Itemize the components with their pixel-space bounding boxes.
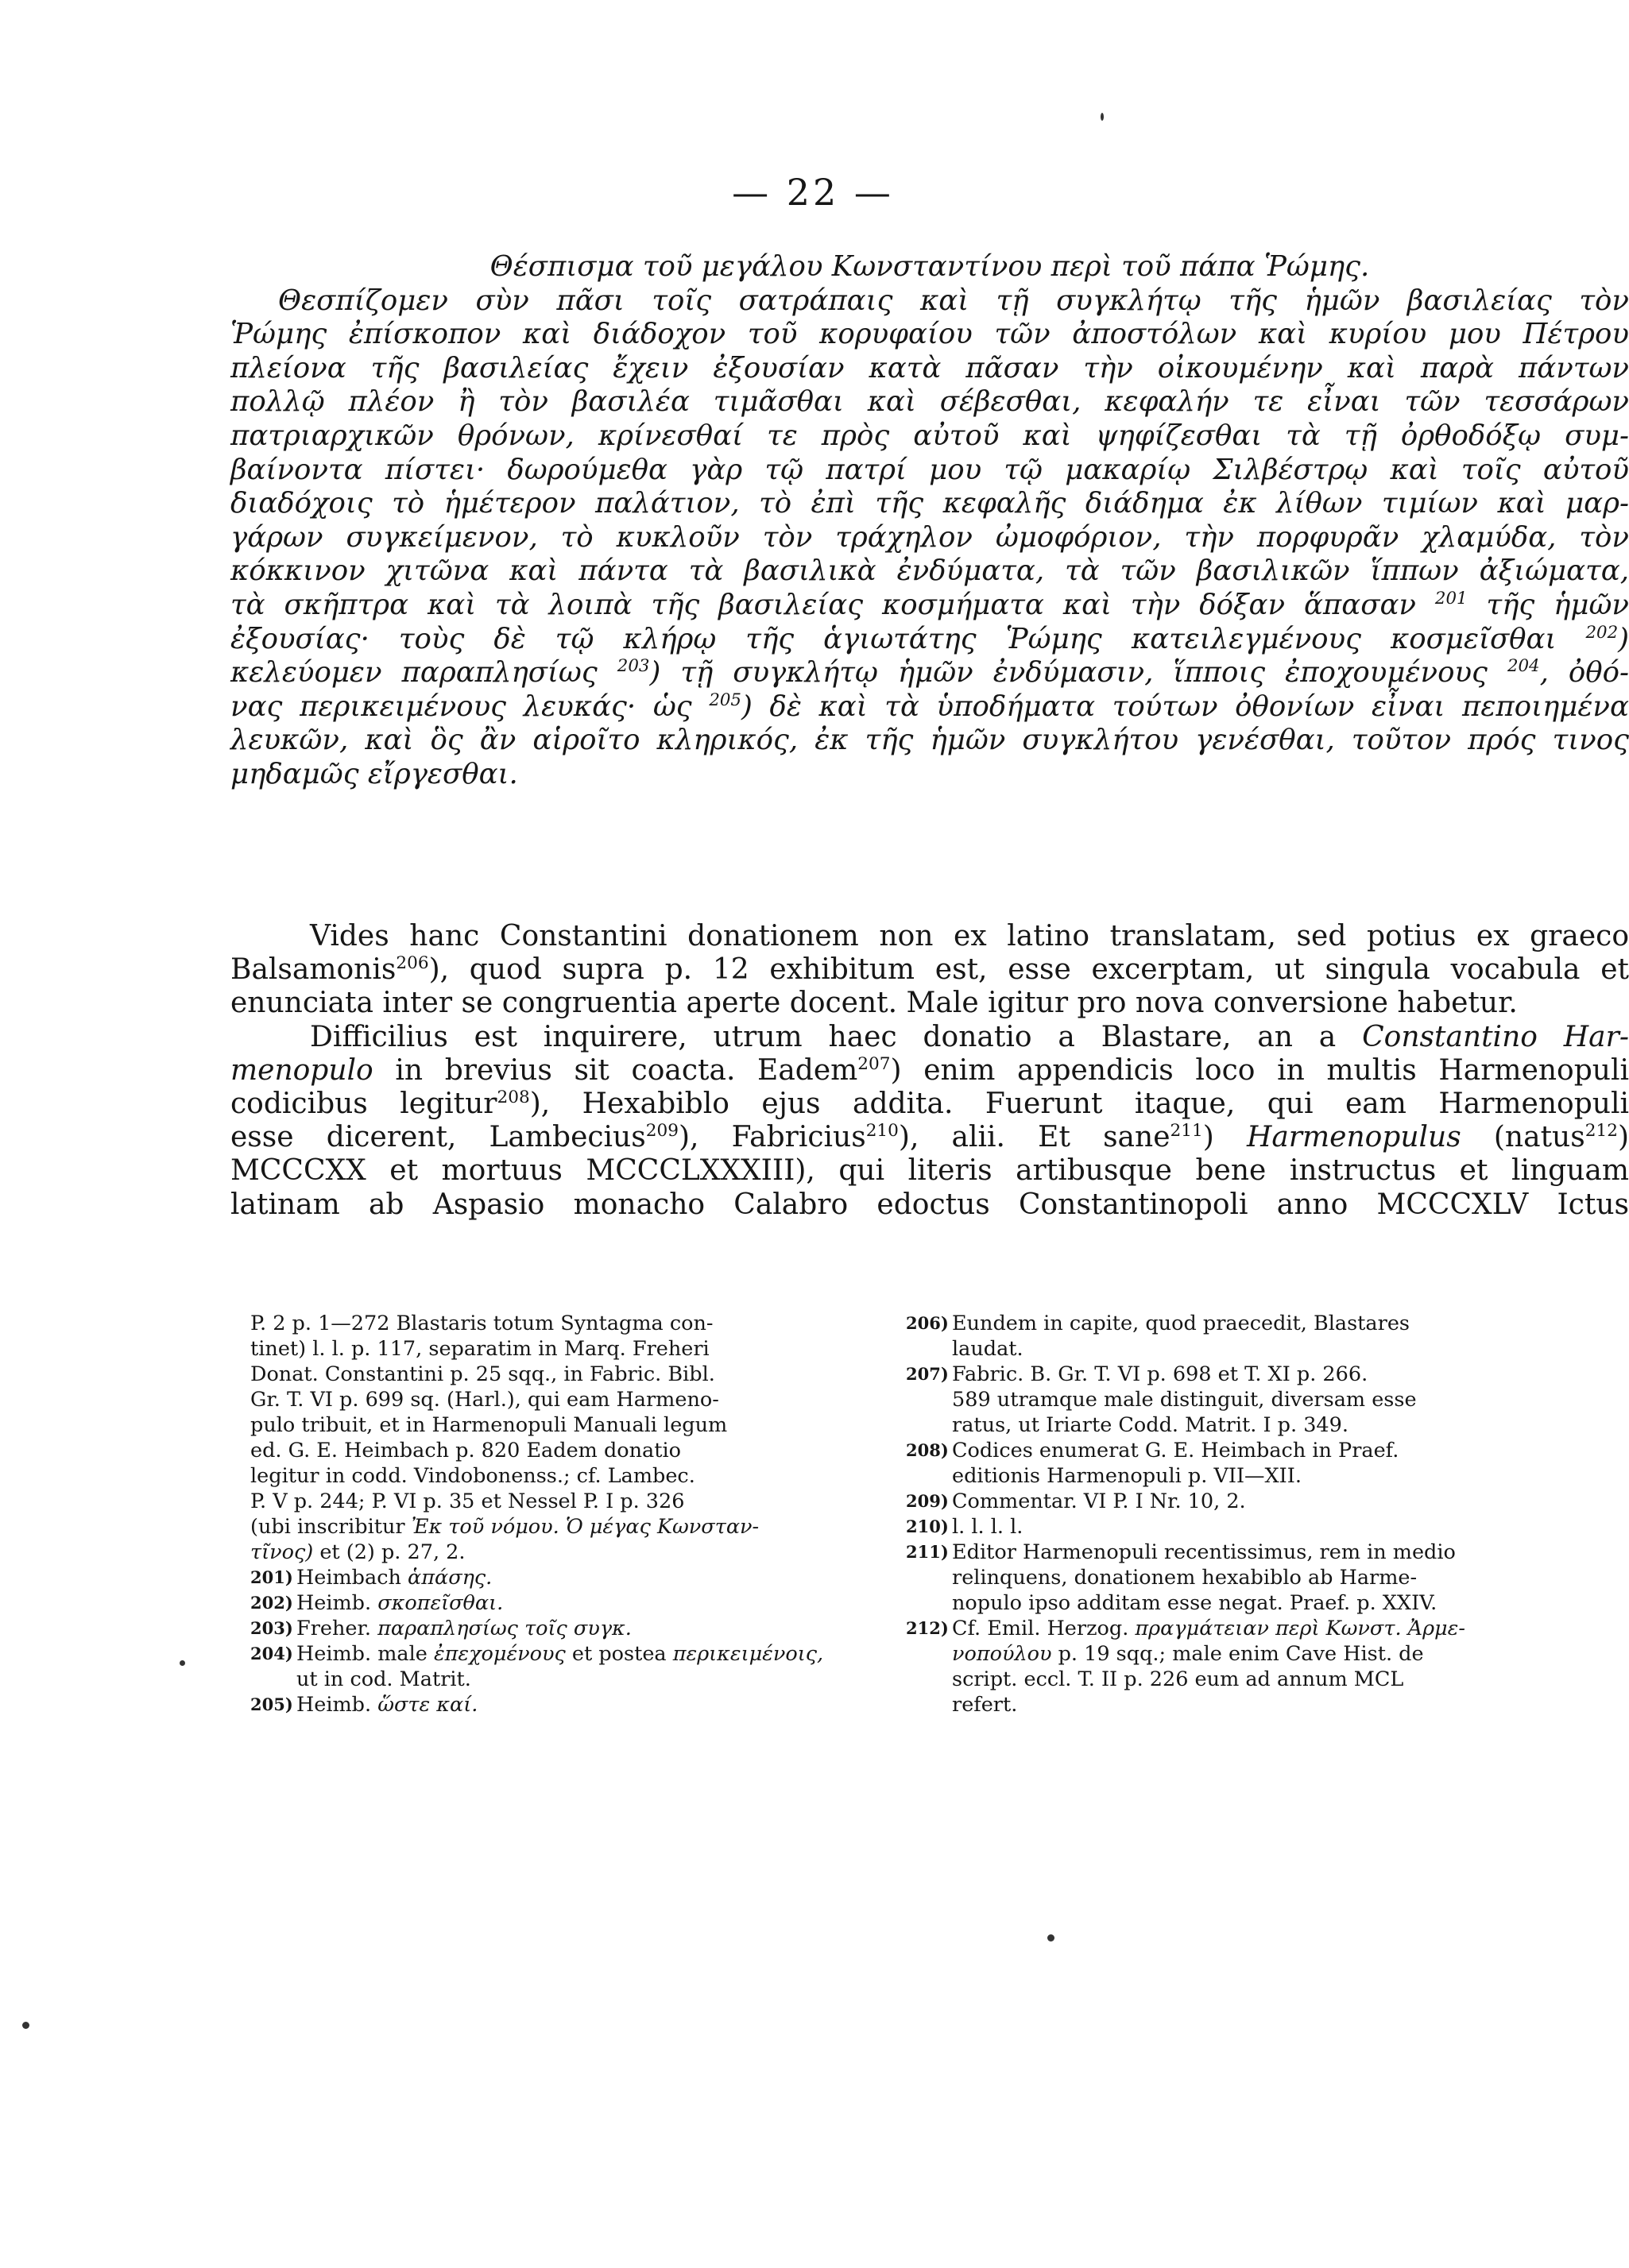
footnote-line bbox=[250, 1540, 934, 1565]
latin-text: ), Hexabiblo ejus addita. Fuerunt itaque, qui eam Harmenopuli bbox=[529, 1088, 1629, 1121]
footnote-line: Codices enumerat G. E. Heimbach in Praef. bbox=[952, 1439, 1399, 1462]
greek-line: Θεσπίζομεν σὺν πᾶσι τοῖς σατράπαις καὶ τῇ συγκλήτῳ τῆς ἡμῶν βασιλείας τὸν bbox=[278, 284, 1629, 317]
footnote-208 bbox=[906, 1438, 1589, 1489]
greek-line: κόκκινον χιτῶνα καὶ πάντα τὰ βασιλικὰ ἐνδύματα, τὰ τῶν βασιλικῶν ἵππων ἀξιώματα, bbox=[230, 554, 1629, 588]
footnote-text: (ubi inscribitur bbox=[250, 1515, 405, 1539]
footnote-ref[interactable]: 210 bbox=[865, 1121, 899, 1142]
greek-line-text: , ὀθό- bbox=[1539, 656, 1629, 690]
latin-line: Vides hanc Constantini donationem non ex latino translatam, sed potius ex graeco bbox=[310, 920, 1629, 952]
footnote-text: p. 19 sqq.; male enim Cave Hist. de bbox=[1058, 1642, 1424, 1666]
greek-line: λευκῶν, καὶ ὃς ἂν αἱροῖτο κληρικός, ἐκ τῆς ἡμῶν συγκλήτου γενέσθαι, τοῦτον πρός τινος bbox=[230, 724, 1629, 757]
footnote-207 bbox=[906, 1362, 1589, 1438]
latin-line bbox=[230, 1054, 1629, 1088]
paper-speck bbox=[180, 1660, 185, 1666]
footnote-line: relinquens, donationem hexabiblo ab Harme- bbox=[952, 1566, 1418, 1590]
latin-text: ), Fabricius bbox=[678, 1121, 866, 1154]
footnote-text: Heimb. male bbox=[296, 1642, 428, 1666]
latin-line: MCCCXX et mortuus MCCCLXXXIII), qui literis artibusque bene instructus et linguam bbox=[230, 1154, 1629, 1188]
greek-title: Θέσπισμα τοῦ μεγάλου Κωνσταντίνου περὶ τοῦ πάπα Ῥώμης. bbox=[489, 250, 1370, 283]
footnote-greek: ὥστε καί. bbox=[377, 1693, 478, 1717]
footnote-ref[interactable]: 207 bbox=[857, 1053, 891, 1074]
greek-line: διαδόχοις τὸ ἡμέτερον παλάτιον, τὸ ἐπὶ τῆς κεφαλῆς διάδημα ἐκ λίθων τιμίων καὶ μαρ- bbox=[230, 487, 1629, 520]
latin-italic-name: menopulo bbox=[230, 1053, 373, 1087]
footnote-202 bbox=[250, 1590, 934, 1616]
latin-text: in brevius sit coacta. Eadem bbox=[395, 1053, 858, 1087]
footnote-text: Freher. bbox=[296, 1617, 371, 1640]
latin-line bbox=[230, 953, 1629, 987]
greek-line bbox=[230, 589, 1629, 623]
footnote-number: 205) bbox=[250, 1694, 293, 1714]
latin-line bbox=[230, 1021, 1629, 1054]
footnote-greek: παραπλησίως τοῖς συγκ. bbox=[377, 1617, 632, 1640]
footnote-ref[interactable]: 212 bbox=[1585, 1121, 1618, 1142]
footnote-ref[interactable]: 211 bbox=[1170, 1121, 1203, 1142]
footnote-line: script. eccl. T. II p. 226 eum ad annum MCL bbox=[952, 1667, 1404, 1691]
latin-commentary bbox=[230, 920, 1629, 1222]
footnote-continuation bbox=[250, 1311, 934, 1565]
footnote-204 bbox=[250, 1641, 934, 1692]
greek-line-text: τῆς ἡμῶν bbox=[1486, 588, 1629, 621]
footnote-line: P. V p. 244; P. VI p. 35 et Nessel P. I p. 326 bbox=[250, 1489, 685, 1513]
footnote-number: 201) bbox=[250, 1567, 293, 1587]
paper-speck bbox=[1047, 1934, 1054, 1942]
latin-line: latinam ab Aspasio monacho Calabro edoctus Constantinopoli anno MCCCXLV Ictus bbox=[230, 1188, 1629, 1221]
footnote-line: ed. G. E. Heimbach p. 820 Eadem donatio bbox=[250, 1439, 682, 1462]
greek-line: κελεύομεν παραπλησίως $^{203}$) τῇ συγκλήτῳ ἡμῶν ἐνδύμασιν, ἵπποις ἐποχουμένους $^{204}$, ὀθό- bbox=[230, 656, 1629, 690]
latin-text: ), quod supra p. 12 exhibitum est, esse excerptam, ut singula vocabula et bbox=[428, 953, 1629, 987]
footnote-206 bbox=[906, 1311, 1589, 1362]
footnote-line: Fabric. B. Gr. T. VI p. 698 et T. XI p. 266. bbox=[952, 1362, 1368, 1386]
greek-line: ἐξουσίας· τοὺς δὲ τῷ κλήρῳ τῆς ἁγιωτάτης Ῥώμης κατειλεγμένους κοσμεῖσθαι $^{202}$) bbox=[230, 622, 1629, 655]
footnote-ref[interactable]: 205 bbox=[709, 690, 741, 710]
footnote-line: Commentar. VI P. I Nr. 10, 2. bbox=[952, 1489, 1246, 1513]
latin-text: (natus bbox=[1493, 1121, 1585, 1154]
footnote-203 bbox=[250, 1616, 934, 1641]
footnote-ref[interactable]: 206 bbox=[396, 953, 429, 974]
footnote-number: 203) bbox=[250, 1618, 293, 1638]
footnote-line: P. 2 p. 1—272 Blastaris totum Syntagma con- bbox=[250, 1312, 714, 1335]
footnote-210 bbox=[906, 1514, 1589, 1540]
greek-line: νας περικειμένους λευκάς· ὡς $^{205}$) δὲ καὶ τὰ ὑποδήματα τούτων ὀθονίων εἶναι πεποιημένα bbox=[230, 690, 1629, 723]
footnote-line: Gr. T. VI p. 699 sq. (Harl.), qui eam Harmeno- bbox=[250, 1388, 719, 1412]
greek-line-text: κελεύομεν παραπλησίως bbox=[230, 656, 598, 690]
latin-text: Balsamonis bbox=[230, 953, 397, 987]
footnotes-right-column bbox=[906, 1311, 1589, 1717]
footnote-line: nopulo ipso additam esse negat. Praef. p. XXIV. bbox=[952, 1591, 1437, 1615]
footnote-205 bbox=[250, 1692, 934, 1717]
footnote-greek: νοπούλου bbox=[952, 1642, 1052, 1666]
footnote-ref[interactable]: 201 bbox=[1434, 589, 1468, 609]
footnote-greek: ἁπάσης. bbox=[408, 1566, 493, 1590]
footnote-line: Editor Harmenopuli recentissimus, rem in medio bbox=[952, 1540, 1456, 1564]
greek-line-text: ἐξουσίας· τοὺς δὲ τῷ κλήρῳ τῆς ἁγιωτάτης Ῥώμης κατειλεγμένους κοσμεῖσθαι bbox=[230, 622, 1557, 655]
footnote-ref[interactable]: 208 bbox=[497, 1088, 530, 1108]
footnote-number: 209) bbox=[906, 1491, 949, 1511]
greek-line: γάρων συγκείμενον, τὸ κυκλοῦν τὸν τράχηλον ὠμοφόριον, τὴν πορφυρᾶν χλαμύδα, τὸν bbox=[230, 520, 1629, 554]
footnote-line: Eundem in capite, quod praecedit, Blastares bbox=[952, 1312, 1410, 1335]
footnote-text: Heimb. bbox=[296, 1591, 372, 1615]
greek-line-text: δὲ καὶ τὰ ὑποδήματα τούτων ὀθονίων εἶναι πεποιημένα bbox=[769, 690, 1629, 723]
footnote-line: editionis Harmenopuli p. VII—XII. bbox=[952, 1464, 1302, 1488]
footnote-line: refert. bbox=[952, 1693, 1018, 1717]
latin-line: esse dicerent, Lambecius$^{209}$), Fabricius$^{210}$), alii. Et sane$^{211}$) Harmenopulus (natus$^{212}$) bbox=[230, 1121, 1629, 1154]
greek-line: Ῥώμης ἐπίσκοπον καὶ διάδοχον τοῦ κορυφαίου τῶν ἀποστόλων καὶ κυρίου μου Πέτρου bbox=[230, 318, 1629, 351]
latin-text: Difficilius est inquirere, utrum haec donatio a Blastare, an a bbox=[310, 1020, 1337, 1053]
footnote-212 bbox=[906, 1616, 1589, 1717]
paper-speck bbox=[1101, 113, 1104, 121]
greek-line-text: τὰ σκῆπτρα καὶ τὰ λοιπὰ τῆς βασιλείας κοσμήματα καὶ τὴν δόξαν ἅπασαν bbox=[230, 588, 1417, 621]
footnote-line: l. l. l. l. bbox=[952, 1515, 1023, 1539]
footnote-number: 204) bbox=[250, 1644, 293, 1663]
greek-line: βαίνοντα πίστει· δωρούμεθα γὰρ τῷ πατρί μου τῷ μακαρίῳ Σιλβέστρῳ καὶ τοῖς αὐτοῦ bbox=[230, 453, 1629, 486]
footnote-line: 589 utramque male distinguit, diversam esse bbox=[952, 1388, 1417, 1412]
greek-line: πατριαρχικῶν θρόνων, κρίνεσθαί τε πρὸς αὐτοῦ καὶ ψηφίζεσθαι τὰ τῇ ὀρθοδόξῳ συμ- bbox=[230, 419, 1629, 452]
footnote-number: 208) bbox=[906, 1440, 949, 1460]
footnote-greek: ἐπεχομένους bbox=[433, 1642, 566, 1666]
footnote-text: Cf. Emil. Herzog. bbox=[952, 1617, 1129, 1640]
greek-line: πλείονα τῆς βασιλείας ἔχειν ἐξουσίαν κατὰ πᾶσαν τὴν οἰκουμένην καὶ παρὰ πάντων bbox=[230, 351, 1629, 384]
greek-line: πολλῷ πλέον ἢ τὸν βασιλέα τιμᾶσθαι καὶ σέβεσθαι, κεφαλήν τε εἶναι τῶν τεσσάρων bbox=[230, 385, 1629, 419]
latin-text: esse dicerent, Lambecius bbox=[230, 1121, 646, 1154]
footnote-text: et (2) p. 27, 2. bbox=[319, 1540, 466, 1564]
footnote-line: laudat. bbox=[952, 1337, 1023, 1361]
footnote-number: 210) bbox=[906, 1517, 949, 1536]
footnote-201 bbox=[250, 1565, 934, 1590]
latin-italic-name: Harmenopulus bbox=[1246, 1121, 1461, 1154]
footnote-ref[interactable]: 204 bbox=[1507, 656, 1540, 677]
footnote-ref[interactable]: 202 bbox=[1585, 622, 1619, 643]
latin-text: codicibus legitur bbox=[230, 1088, 497, 1121]
paper-speck bbox=[22, 2022, 29, 2029]
footnote-211 bbox=[906, 1540, 1589, 1616]
greek-decree-text bbox=[230, 250, 1629, 792]
footnote-line: Donat. Constantini p. 25 sqq., in Fabric. Bibl. bbox=[250, 1362, 715, 1386]
footnote-line: ut in cod. Matrit. bbox=[296, 1667, 471, 1691]
footnote-text: et postea bbox=[571, 1642, 667, 1666]
footnote-line: tinet) l. l. p. 117, separatim in Marq. Freheri bbox=[250, 1337, 710, 1361]
footnote-line: legitur in codd. Vindobonenss.; cf. Lambec. bbox=[250, 1464, 695, 1488]
footnote-number: 202) bbox=[250, 1593, 293, 1613]
latin-text: ), alii. Et sane bbox=[898, 1121, 1170, 1154]
footnotes-left-column bbox=[250, 1311, 934, 1717]
greek-line-text: νας περικειμένους λευκάς· ὡς bbox=[230, 690, 692, 723]
latin-italic-name: Constantino Har- bbox=[1362, 1020, 1629, 1053]
footnote-greek: πραγμάτειαν περὶ Κωνστ. Ἀρμε- bbox=[1135, 1617, 1465, 1640]
footnote-number: 212) bbox=[906, 1618, 949, 1638]
footnote-number: 211) bbox=[906, 1542, 949, 1562]
greek-line-text: τῇ συγκλήτῳ ἡμῶν ἐνδύμασιν, ἵπποις ἐποχουμένους bbox=[680, 656, 1488, 690]
latin-text: ) enim appendicis loco in multis Harmenopuli bbox=[890, 1053, 1629, 1087]
latin-line bbox=[230, 1088, 1629, 1121]
footnote-greek: σκοπεῖσθαι. bbox=[377, 1591, 504, 1615]
footnote-line: ratus, ut Iriarte Codd. Matrit. I p. 349. bbox=[952, 1413, 1348, 1437]
footnote-number: 207) bbox=[906, 1364, 949, 1384]
latin-line: enunciata inter se congruentia aperte docent. Male igitur pro nova conversione habetur. bbox=[230, 987, 1518, 1020]
footnote-greek: περικειμένοις, bbox=[672, 1642, 824, 1666]
footnote-209 bbox=[906, 1489, 1589, 1514]
footnote-line bbox=[250, 1514, 934, 1540]
footnote-greek: τῖνος) bbox=[250, 1540, 314, 1564]
footnote-greek: Ἐκ τοῦ νόμου. Ὁ μέγας Κωνσταν- bbox=[411, 1515, 760, 1539]
footnote-ref[interactable]: 209 bbox=[645, 1121, 679, 1142]
footnote-ref[interactable]: 203 bbox=[617, 656, 650, 677]
footnote-number: 206) bbox=[906, 1313, 949, 1333]
footnote-text: Heimbach bbox=[296, 1566, 401, 1590]
page-number: — 22 — bbox=[732, 171, 894, 214]
footnote-text: Heimb. bbox=[296, 1693, 372, 1717]
greek-line: μηδαμῶς εἴργεσθαι. bbox=[230, 757, 518, 790]
footnote-line: pulo tribuit, et in Harmenopuli Manuali legum bbox=[250, 1413, 728, 1437]
